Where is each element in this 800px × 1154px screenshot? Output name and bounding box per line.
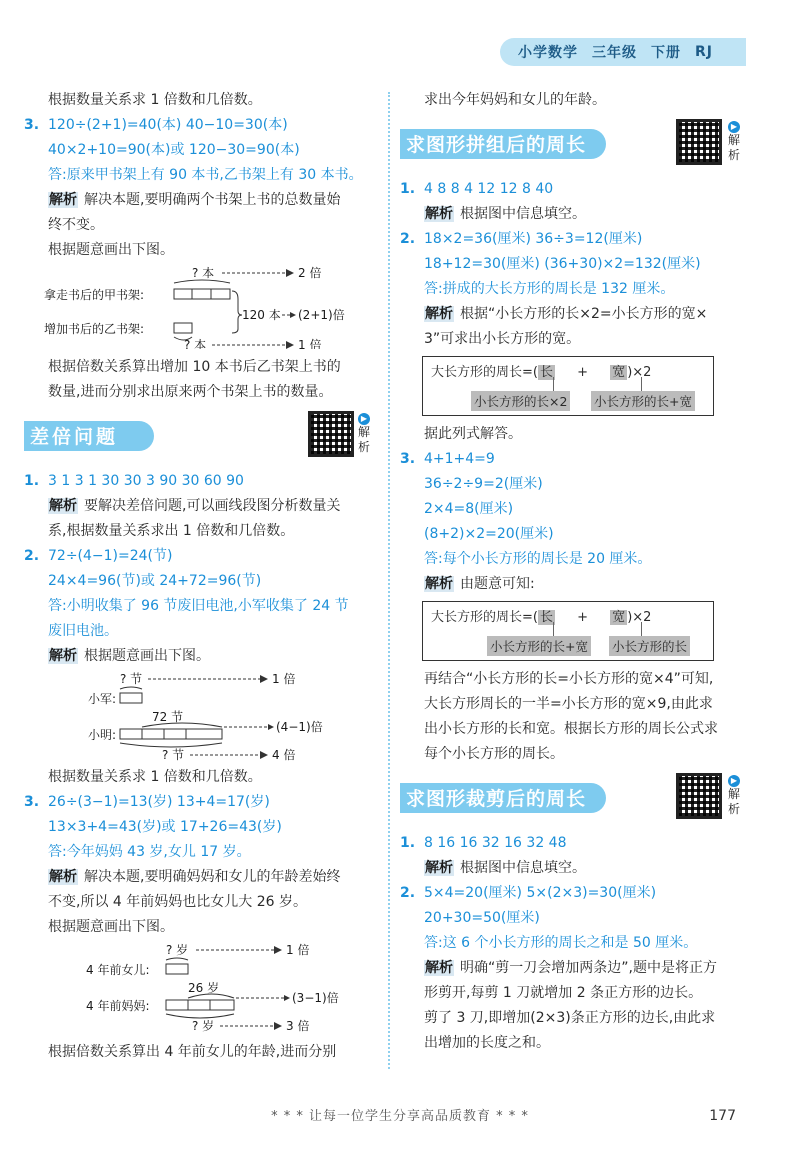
text-line: 大长方形周长的一半=小长方形的宽×9,由此求 xyxy=(424,696,713,712)
section-title-text: 差倍问题 xyxy=(30,426,119,448)
diagram-label: 2 倍 xyxy=(298,266,322,280)
formula-prefix: 大长方形的周长=( xyxy=(431,610,538,625)
diagram-label: ? 本 xyxy=(184,338,207,349)
text-line: 根据数量关系求 1 倍数和几倍数。 xyxy=(48,769,262,785)
analysis-text: 根据图中信息填空。 xyxy=(460,860,586,876)
left-column xyxy=(24,88,376,1065)
text-line: 每个小长方形的周长。 xyxy=(424,746,564,762)
formula-plus: + xyxy=(577,365,589,380)
formula-suffix: )×2 xyxy=(627,610,652,625)
analysis-text: 形剪开,每剪 1 刀就增加 2 条正方形的边长。 xyxy=(424,985,703,1001)
diagram-label: 4 倍 xyxy=(272,748,296,761)
qr-label: 解析 xyxy=(728,787,741,816)
text-line: 根据数量关系求 1 倍数和几倍数。 xyxy=(48,92,262,108)
analysis-text: 根据题意画出下图。 xyxy=(84,648,210,664)
analysis-text: 3”可求出小长方形的宽。 xyxy=(424,331,581,347)
text-line: 求出今年妈妈和女儿的年龄。 xyxy=(424,92,606,108)
diagram-label: 3 倍 xyxy=(286,1019,310,1032)
section-title-cut-perimeter xyxy=(400,773,752,821)
answer-line: 18×2=36(厘米) 36÷3=12(厘米) xyxy=(424,231,643,247)
answer-line: 4+1+4=9 xyxy=(424,451,495,467)
play-icon: ▶ xyxy=(728,775,740,787)
down-arrow-icon xyxy=(641,622,642,636)
diagram-label: 120 本 xyxy=(242,308,281,322)
analysis-text: 要解决差倍问题,可以画线段图分析数量关 xyxy=(84,498,341,514)
qr-code-icon[interactable] xyxy=(676,119,722,165)
analysis-text: 根据“小长方形的长×2=小长方形的宽× xyxy=(460,306,708,322)
answer-line: 答:今年妈妈 43 岁,女儿 17 岁。 xyxy=(48,844,251,860)
diagram-label: ? 本 xyxy=(192,266,215,280)
diagram-label: 1 倍 xyxy=(298,338,322,349)
diagram-label: 72 节 xyxy=(152,710,184,724)
formula-key-width: 宽 xyxy=(612,365,626,380)
diagram-label: (3−1)倍 xyxy=(292,991,339,1005)
text-line: 再结合“小长方形的长=小长方形的宽×4”可知, xyxy=(424,671,714,687)
diagram-label: (4−1)倍 xyxy=(276,720,323,734)
question-number: 2. xyxy=(400,885,416,901)
text-line: 出小长方形的长和宽。根据长方形的周长公式求 xyxy=(424,721,718,737)
formula-sub-left: 小长方形的长+宽 xyxy=(487,636,591,656)
formula-sub-right: 小长方形的长 xyxy=(609,636,690,656)
analysis-tag: 解析 xyxy=(425,206,453,222)
analysis-text: 明确“剪一刀会增加两条边”,题中是将正方 xyxy=(460,960,717,976)
diagram-label: 拿走书后的甲书架: xyxy=(44,288,145,302)
answer-line: 26÷(3−1)=13(岁) 13+4=17(岁) xyxy=(48,794,270,810)
footer-slogan: * * * 让每一位学生分享高品质教育 * * * xyxy=(271,1109,529,1124)
page-number: 177 xyxy=(709,1108,736,1124)
answer-line: 36÷2÷9=2(厘米) xyxy=(424,476,543,492)
analysis-text: 根据图中信息填空。 xyxy=(460,206,586,222)
formula-suffix: )×2 xyxy=(627,365,652,380)
answer-line: 20+30=50(厘米) xyxy=(424,910,540,926)
section-title-diff-multiple xyxy=(24,411,376,459)
analysis-tag: 解析 xyxy=(425,860,453,876)
question-number: 1. xyxy=(24,473,40,489)
answer-line: 18+12=30(厘米) (36+30)×2=132(厘米) xyxy=(424,256,701,272)
answer-line: 13×3+4=43(岁)或 17+26=43(岁) xyxy=(48,819,282,835)
answer-line: 4 8 8 4 12 12 8 40 xyxy=(424,181,554,197)
answer-line: 答:小明收集了 96 节废旧电池,小军收集了 24 节 xyxy=(48,598,349,614)
diagram-label: 26 岁 xyxy=(188,981,220,995)
answer-line: 5×4=20(厘米) 5×(2×3)=30(厘米) xyxy=(424,885,657,901)
text-line: 根据倍数关系算出 4 年前女儿的年龄,进而分别 xyxy=(48,1044,337,1060)
formula-line xyxy=(431,606,651,625)
section-title-text: 求图形裁剪后的周长 xyxy=(406,788,587,810)
question-number: 1. xyxy=(400,181,416,197)
formula-sub-left: 小长方形的长×2 xyxy=(471,391,570,411)
analysis-tag: 解析 xyxy=(49,498,77,514)
header-subject: 小学数学 xyxy=(518,45,578,61)
answer-line: 120÷(2+1)=40(本) 40−10=30(本) xyxy=(48,117,288,133)
section-title-combined-perimeter xyxy=(400,119,752,167)
qr-label: 解析 xyxy=(728,133,741,162)
diagram-label: 4 年前妈妈: xyxy=(86,999,150,1013)
analysis-text: 剪了 3 刀,即增加(2×3)条正方形的边长,由此求 xyxy=(424,1010,716,1026)
formula-plus: + xyxy=(577,610,589,625)
answer-line: 3 1 3 1 30 30 3 90 30 60 90 xyxy=(48,473,244,489)
diagram-label: 4 年前女儿: xyxy=(86,963,150,977)
answer-line: 答:拼成的大长方形的周长是 132 厘米。 xyxy=(424,281,675,297)
analysis-tag: 解析 xyxy=(425,960,453,976)
answer-line: 72÷(4−1)=24(节) xyxy=(48,548,173,564)
down-arrow-icon xyxy=(553,622,554,636)
question-number: 3. xyxy=(24,117,40,133)
analysis-text: 出增加的长度之和。 xyxy=(424,1035,550,1051)
formula-key-width: 宽 xyxy=(612,610,626,625)
formula-box-2 xyxy=(422,601,714,661)
formula-line xyxy=(431,361,651,380)
text-line: 根据题意画出下图。 xyxy=(48,242,174,258)
header-term: 下册 xyxy=(651,45,681,61)
formula-key-length: 长 xyxy=(539,365,553,380)
segment-diagram-ages xyxy=(24,940,376,1032)
text-line: 根据倍数关系算出增加 10 本书后乙书架上书的 xyxy=(48,359,341,375)
segment-diagram-svg xyxy=(24,263,376,349)
qr-code-icon[interactable] xyxy=(676,773,722,819)
diagram-label: 增加书后的乙书架: xyxy=(44,322,145,336)
diagram-label: ? 岁 xyxy=(192,1019,215,1032)
diagram-label: ? 岁 xyxy=(166,943,189,957)
diagram-label: ? 节 xyxy=(120,672,143,686)
analysis-text: 解决本题,要明确两个书架上书的总数量始 xyxy=(84,192,341,208)
diagram-label: ? 节 xyxy=(162,748,185,761)
diagram-label: (2+1)倍 xyxy=(298,308,345,322)
section-title-text: 求图形拼组后的周长 xyxy=(406,134,587,156)
question-number: 2. xyxy=(400,231,416,247)
segment-diagram-svg xyxy=(24,669,376,761)
answer-line: 40×2+10=90(本)或 120−30=90(本) xyxy=(48,142,300,158)
play-icon: ▶ xyxy=(728,121,740,133)
analysis-text: 终不变。 xyxy=(48,217,104,233)
analysis-tag: 解析 xyxy=(425,306,453,322)
right-column xyxy=(400,88,752,1056)
diagram-label: 小军: xyxy=(88,692,117,706)
book-header xyxy=(500,38,746,66)
answer-line: 废旧电池。 xyxy=(48,623,118,639)
formula-box-1 xyxy=(422,356,714,416)
analysis-tag: 解析 xyxy=(425,576,453,592)
analysis-tag: 解析 xyxy=(49,869,77,885)
question-number: 3. xyxy=(400,451,416,467)
formula-key-length: 长 xyxy=(539,610,553,625)
question-number: 1. xyxy=(400,835,416,851)
segment-diagram-batteries xyxy=(24,669,376,761)
header-grade: 三年级 xyxy=(592,45,637,61)
answer-line: 答:原来甲书架上有 90 本书,乙书架上有 30 本书。 xyxy=(48,167,363,183)
header-edition: RJ xyxy=(695,44,713,60)
segment-diagram-books xyxy=(24,263,376,349)
text-line: 数量,进而分别求出原来两个书架上书的数量。 xyxy=(48,384,333,400)
analysis-text: 根据题意画出下图。 xyxy=(48,919,174,935)
diagram-label: 1 倍 xyxy=(272,672,296,686)
answer-line: 答:每个小长方形的周长是 20 厘米。 xyxy=(424,551,652,567)
question-number: 2. xyxy=(24,548,40,564)
play-icon: ▶ xyxy=(358,413,370,425)
analysis-tag: 解析 xyxy=(49,192,77,208)
down-arrow-icon xyxy=(553,377,554,391)
question-number: 3. xyxy=(24,794,40,810)
qr-code-icon[interactable] xyxy=(308,411,354,457)
answer-line: 24×4=96(节)或 24+72=96(节) xyxy=(48,573,262,589)
diagram-label: 1 倍 xyxy=(286,943,310,957)
analysis-text: 由题意可知: xyxy=(460,576,535,592)
formula-sub-right: 小长方形的长+宽 xyxy=(591,391,695,411)
qr-label: 解析 xyxy=(358,425,371,454)
down-arrow-icon xyxy=(641,377,642,391)
answer-line: 2×4=8(厘米) xyxy=(424,501,514,517)
diagram-label: 小明: xyxy=(88,728,117,742)
column-divider xyxy=(388,92,390,1069)
answer-line: 答:这 6 个小长方形的周长之和是 50 厘米。 xyxy=(424,935,698,951)
formula-prefix: 大长方形的周长=( xyxy=(431,365,538,380)
analysis-text: 系,根据数量关系求出 1 倍数和几倍数。 xyxy=(48,523,295,539)
analysis-text: 解决本题,要明确妈妈和女儿的年龄差始终 xyxy=(84,869,341,885)
text-line: 据此列式解答。 xyxy=(424,426,522,442)
answer-line: 8 16 16 32 16 32 48 xyxy=(424,835,567,851)
segment-diagram-svg xyxy=(24,940,376,1032)
analysis-text: 不变,所以 4 年前妈妈也比女儿大 26 岁。 xyxy=(48,894,307,910)
answer-line: (8+2)×2=20(厘米) xyxy=(424,526,554,542)
analysis-tag: 解析 xyxy=(49,648,77,664)
